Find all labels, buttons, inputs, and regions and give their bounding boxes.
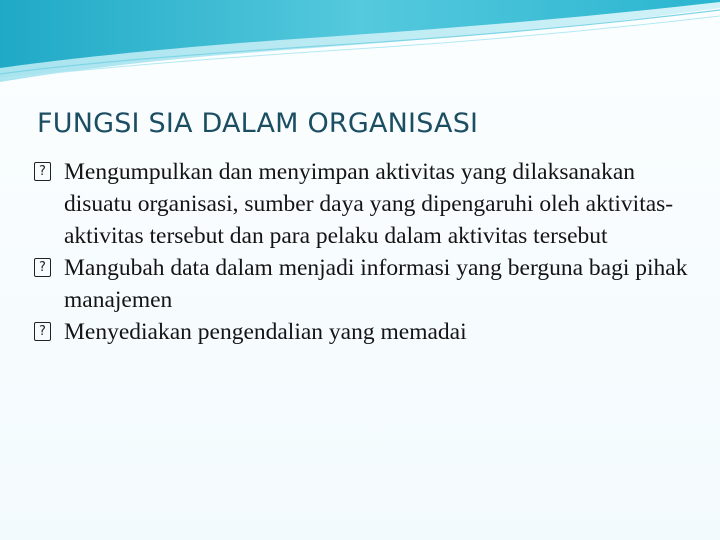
bullet-text: Mengumpulkan dan menyimpan aktivitas yang dilaksanakan disuatu organisasi, sumber daya yang dipengaruhi oleh aktivitas-aktivitas tersebut dan para pelaku dalam aktivitas tersebut xyxy=(64,159,674,249)
bullet-item xyxy=(34,252,694,316)
bullet-text: Mangubah data dalam menjadi informasi yang berguna bagi pihak manajemen xyxy=(64,255,688,313)
missing-glyph-icon: ? xyxy=(34,322,51,341)
bullet-text: Menyediakan pengendalian yang memadai xyxy=(64,319,467,345)
missing-glyph-icon: ? xyxy=(34,258,51,277)
missing-glyph-icon: ? xyxy=(34,162,51,181)
bullet-item xyxy=(34,156,694,252)
header-wave-decoration xyxy=(0,0,720,90)
bullet-item xyxy=(34,316,694,348)
bullet-list xyxy=(34,156,694,348)
slide-title: FUNGSI SIA DALAM ORGANISASI xyxy=(37,108,479,139)
